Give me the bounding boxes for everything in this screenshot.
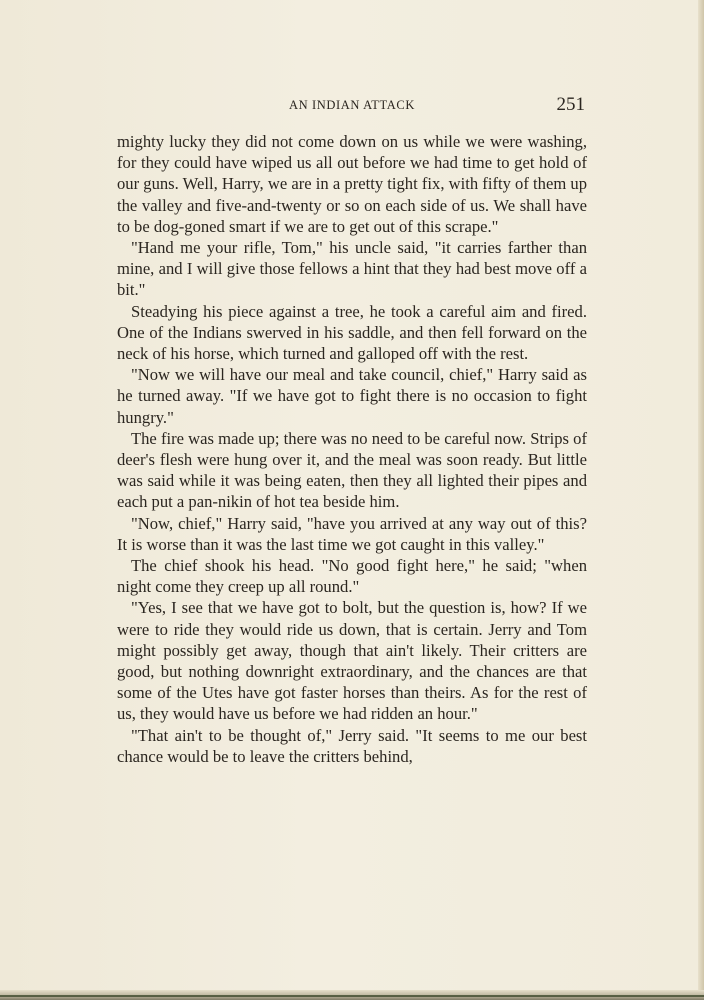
paragraph: "Now we will have our meal and take council, chief," Harry said as he turned away. "If we have got to fight there is no occasion to fight hungry." (117, 365, 587, 427)
page-bottom-rule (0, 995, 704, 997)
paragraph: "Yes, I see that we have got to bolt, but the question is, how? If we were to ride they would ride us down, that is certain. Jerry and Tom might possibly get away, though that ain't likely. Their critters are good, but nothing downright extraordinary, and the chances are that some of the Utes have got faster horses than theirs. As for the rest of us, they would have us before we had ridden an hour." (117, 598, 587, 724)
body-text (117, 131, 587, 767)
running-title: AN INDIAN ATTACK (289, 98, 415, 112)
paragraph: The fire was made up; there was no need to be careful now. Strips of deer's flesh were hung over it, and the meal was soon ready. But little was said while it was being eaten, then they all lighted their pipes and each put a pan-nikin of hot tea beside him. (117, 428, 587, 512)
page-right-edge (698, 0, 704, 1000)
paragraph: "Hand me your rifle, Tom," his uncle said, "it carries farther than mine, and I will give those fellows a hint that they had best move off a bit." (117, 238, 587, 300)
paragraph: Steadying his piece against a tree, he took a careful aim and fired. One of the Indians swerved in his saddle, and then fell forward on the neck of his horse, which turned and galloped off with the rest. (117, 301, 587, 364)
paragraph: mighty lucky they did not come down on us while we were washing, for they could have wiped us all out before we had time to get hold of our guns. Well, Harry, we are in a pretty tight fix, with fifty of them up the valley and five-and-twenty or so on each side of us. We shall have to be dog-goned smart if we are to get out of this scrape." (117, 132, 587, 236)
page-number: 251 (556, 94, 585, 115)
paragraph: "Now, chief," Harry said, "have you arrived at any way out of this? It is worse than it was the last time we got caught in this valley." (117, 513, 587, 554)
paragraph: The chief shook his head. "No good fight here," he said; "when night come they creep up all round." (117, 556, 587, 597)
page-header (117, 94, 587, 118)
paragraph: "That ain't to be thought of," Jerry said. "It seems to me our best chance would be to leave the critters behind, (117, 725, 587, 766)
